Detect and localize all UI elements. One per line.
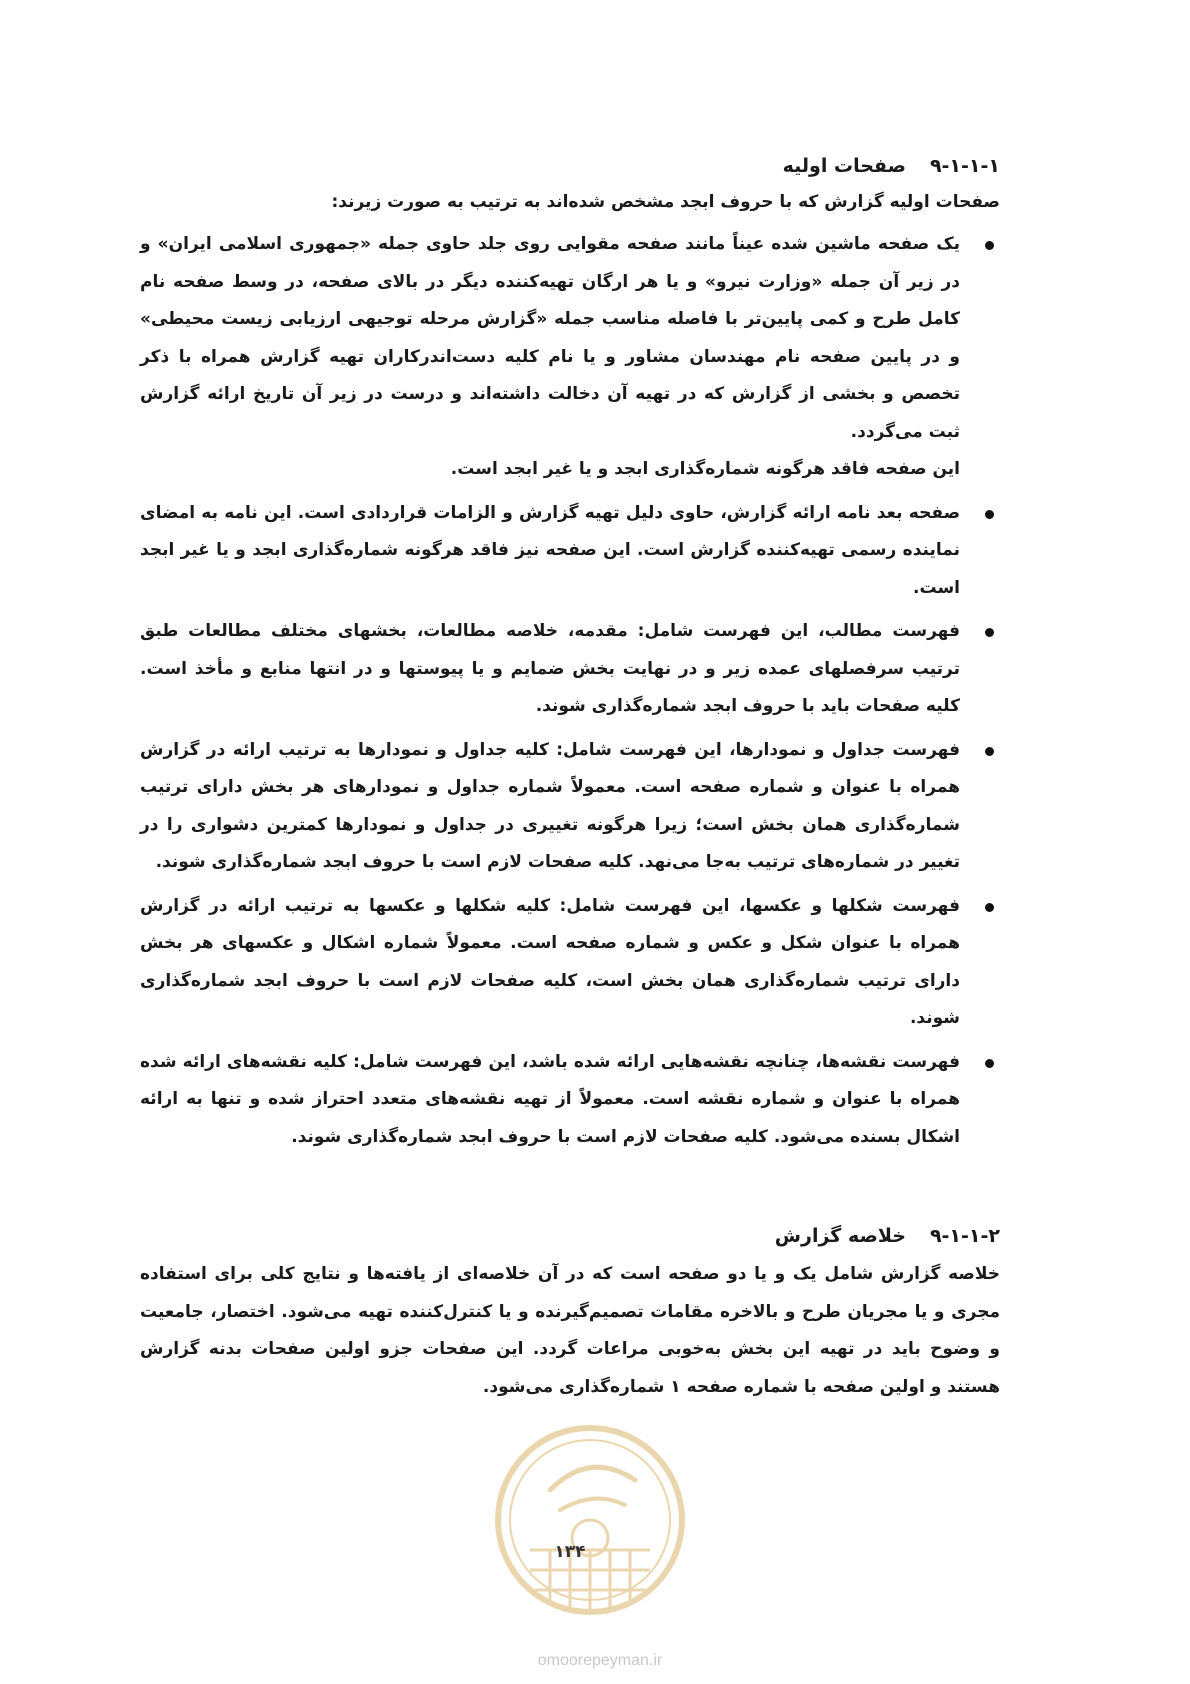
section-number: ۹-۱-۱-۱ <box>929 155 1000 177</box>
list-item <box>140 495 1000 608</box>
list-item-text: فهرست نقشه‌ها، چنانچه نقشه‌هایی ارائه شده باشد، این فهرست شامل: کلیه نقشه‌های ارائه شده همراه با عنوان و شماره نقشه است. معمولاً از تهیه نقشه‌های متعدد احتراز شده و تنها به ارائه اشکال بسنده می‌شود. کلیه صفحات لازم است با حروف ابجد شماره‌گذاری شوند. <box>140 1051 960 1147</box>
watermark-seal-icon <box>490 1420 690 1620</box>
list-item-text: فهرست شکلها و عکسها، این فهرست شامل: کلیه شکلها و عکسها به ترتیب ارائه در گزارش همراه با عنوان شکل و عکس و شماره صفحه است. معمولاً شماره اشکال و عکسهای هر بخش دارای ترتیب شماره‌گذاری همان بخش است، کلیه صفحات لازم است با حروف ابجد شماره‌گذاری شوند. <box>140 895 960 1028</box>
list-item-text: فهرست جداول و نمودارها، این فهرست شامل: کلیه جداول و نمودارها به ترتیب ارائه در گزارش همراه با عنوان و شماره صفحه است. معمولاً شماره جداول و نمودارهای هر بخش دارای ترتیب شماره‌گذاری همان بخش است؛ زیرا هرگونه تغییری در جداول و نمودارها کمترین دشواری را در تغییر در شماره‌های ترتیب به‌جا می‌نهد. کلیه صفحات لازم است با حروف ابجد شماره‌گذاری شوند. <box>140 739 960 872</box>
list-item <box>140 226 1000 489</box>
page-number: ۱۳۴ <box>554 1542 586 1562</box>
section-heading-summary <box>140 1220 1000 1252</box>
section-title: خلاصه گزارش <box>774 1225 906 1247</box>
section-intro: صفحات اولیه گزارش که با حروف ابجد مشخص شده‌اند به ترتیب به صورت زیرند: <box>331 192 1000 212</box>
list-item <box>140 613 1000 726</box>
bullet-icon <box>985 747 994 756</box>
bullet-icon <box>985 628 994 637</box>
bullet-list <box>140 226 1000 1156</box>
bullet-icon <box>985 1059 994 1068</box>
section-heading-initial-pages <box>140 150 1000 182</box>
list-item-text: فهرست مطالب، این فهرست شامل: مقدمه، خلاصه مطالعات، بخشهای مختلف مطالعات طبق ترتیب سرفصلهای عمده زیر و در نهایت بخش ضمایم و یا پیوستها و در انتها منابع و مأخذ است. کلیه صفحات باید با حروف ابجد شماره‌گذاری شوند. <box>140 621 960 716</box>
section-report-summary <box>140 1220 1000 1406</box>
bullet-icon <box>985 241 994 250</box>
section-number: ۹-۱-۱-۲ <box>929 1225 1000 1247</box>
summary-paragraph: خلاصه گزارش شامل یک و یا دو صفحه است که در آن خلاصه‌ای از یافته‌ها و نتایج کلی برای استفاده مجری و یا مجریان طرح و بالاخره مقامات تصمیم‌گیرنده و یا کنترل‌کننده تهیه می‌شود. اختصار، جامعیت و وضوح باید در تهیه این بخش به‌خوبی مراعات گردد. این صفحات جزو اولین صفحات بدنه گزارش هستند و اولین صفحه با شماره صفحه ۱ شماره‌گذاری می‌شود. <box>140 1264 1000 1397</box>
list-item-text: صفحه بعد نامه ارائه گزارش، حاوی دلیل تهیه گزارش و الزامات قراردادی است. این نامه به امضای نماینده رسمی تهیه‌کننده گزارش است. این صفحه نیز فاقد هرگونه شماره‌گذاری ابجد و یا غیر ابجد است. <box>140 502 960 598</box>
list-item <box>140 732 1000 882</box>
website-watermark: omoorepeyman.ir <box>537 1652 663 1669</box>
list-item-text: یک صفحه ماشین شده عیناً مانند صفحه مقوایی روی جلد حاوی جمله «جمهوری اسلامی ایران» و در زیر آن جمله «وزارت نیرو» و یا هر ارگان تهیه‌کننده دیگر در بالای صفحه، در وسط صفحه نام کامل طرح و کمی پایین‌تر با فاصله مناسب جمله «گزارش مرحله توجیهی ارزیابی زیست محیطی» و در پایین صفحه نام مهندسان مشاور و یا نام کلیه دست‌اندرکاران تهیه گزارش همراه با ذکر تخصص و بخشی از گزارش که در تهیه آن دخالت داشته‌اند و درست در زیر آن تاریخ ارائه گزارش ثبت می‌گردد. <box>140 234 960 442</box>
section-title: صفحات اولیه <box>782 155 906 177</box>
document-page <box>140 150 1000 1406</box>
bullet-icon <box>985 510 994 519</box>
list-item <box>140 888 1000 1038</box>
list-item <box>140 1044 1000 1157</box>
list-item-note: این صفحه فاقد هرگونه شماره‌گذاری ابجد و یا غیر ابجد است. <box>450 459 960 479</box>
bullet-icon <box>985 903 994 912</box>
